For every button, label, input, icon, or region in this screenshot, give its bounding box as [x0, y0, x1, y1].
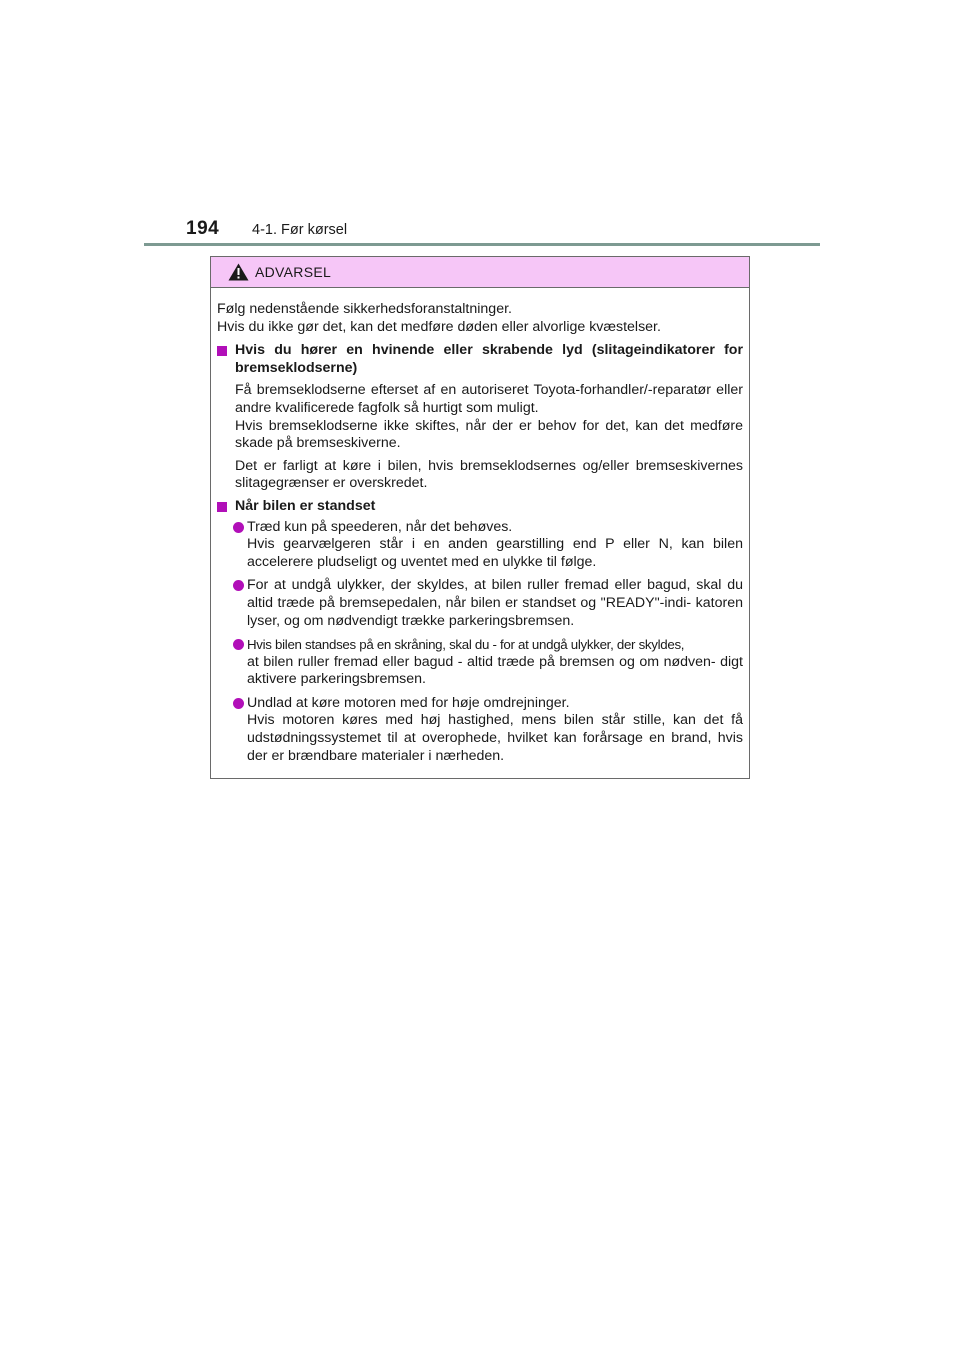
warning-box: [210, 256, 750, 779]
warning-body: [217, 301, 743, 771]
brake-pads-para-3: Det er farligt at køre i bilen, hvis bremseklodsernes og/eller bremseskivernes slitagegrænser er overskredet.: [235, 457, 743, 492]
intro-line-1: Følg nedenstående sikkerhedsforanstaltninger.: [217, 301, 512, 317]
warning-header: [211, 257, 749, 288]
section-title: 4-1. Før kørsel: [252, 222, 348, 238]
section-vehicle-stopped: [217, 498, 743, 765]
brake-pads-para-2: Hvis bremseklodserne ikke skiftes, når der er behov for det, kan det medføre skade på bremseskiverne.: [235, 417, 743, 452]
warning-triangle-icon: [228, 263, 249, 281]
list-item: [217, 636, 743, 689]
list-item-line: Træd kun på speederen, når det behøves.: [247, 518, 513, 535]
list-item: [217, 577, 743, 630]
header-rule: [144, 243, 820, 246]
list-item-line: Hvis bilen standses på en skråning, skal du - for at undgå ulykker, der skyldes,: [247, 637, 685, 653]
list-item-text: at bilen ruller fremad eller bagud - altid træde på bremsen og om nødven- digt aktivere parkeringsbremsen.: [247, 653, 743, 688]
brake-pads-para-1: Få bremseklodserne efterset af en autoriseret Toyota-forhandler/-reparatør eller andre kvalificerede fagfolk så hurtigt som muligt.: [235, 382, 743, 416]
section-title-vehicle-stopped: Når bilen er standset: [235, 497, 376, 514]
page-number: 194: [186, 218, 220, 239]
round-bullet-icon: [233, 639, 244, 650]
section-title-brake-pads: Hvis du hører en hvinende eller skrabende lyd (slitageindikatorer for bremseklodserne): [235, 342, 743, 376]
round-bullet-icon: [233, 522, 244, 533]
intro-line-2: Hvis du ikke gør det, kan det medføre døden eller alvorlige kvæstelser.: [217, 318, 661, 335]
list-item-text: Hvis gearvælgeren står i en anden gearstilling end P eller N, kan bilen accelerere pludseligt og uventet med en ulykke til følge.: [247, 536, 743, 570]
section-brake-pads: [217, 342, 743, 493]
page-header: [144, 214, 820, 246]
list-item-line: Undlad at køre motoren med for høje omdrejninger.: [247, 694, 570, 711]
list-item: [217, 695, 743, 765]
round-bullet-icon: [233, 698, 244, 709]
list-item-text: For at undgå ulykker, der skyldes, at bilen ruller fremad eller bagud, skal du altid træde på bremsepedalen, når bilen er standset og "READY"-indi- katoren lyser, og om nødvendigt trække parkeringsbremsen.: [247, 577, 743, 629]
square-bullet-icon: [217, 502, 227, 512]
square-bullet-icon: [217, 346, 227, 356]
round-bullet-icon: [233, 580, 244, 591]
warning-title: ADVARSEL: [255, 264, 332, 280]
list-item-text: Hvis motoren køres med høj hastighed, mens bilen står stille, kan det få udstødningssystemet til at overophede, hvilket kan forårsage en brand, hvis der er brændbare materialer i nærheden.: [247, 712, 743, 764]
list-item: [217, 519, 743, 572]
